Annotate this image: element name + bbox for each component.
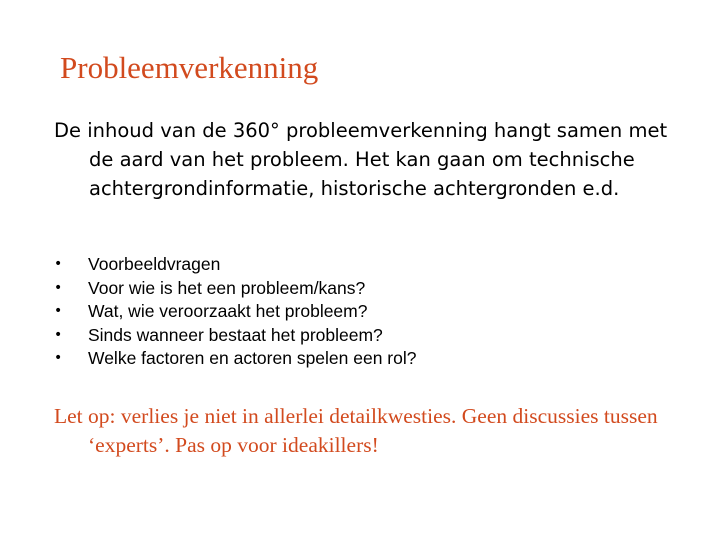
list-item bbox=[54, 277, 417, 301]
question-list bbox=[54, 253, 417, 371]
bullet-icon: • bbox=[54, 303, 63, 319]
list-item bbox=[54, 300, 417, 324]
list-item-text: Voor wie is het een probleem/kans? bbox=[88, 277, 366, 298]
list-item bbox=[54, 347, 417, 371]
slide-title: Probleemverkenning bbox=[60, 50, 319, 85]
list-item bbox=[54, 253, 417, 277]
list-item-text: Sinds wanneer bestaat het probleem? bbox=[88, 324, 383, 345]
bullet-icon: • bbox=[54, 326, 63, 343]
bullet-icon: • bbox=[54, 256, 63, 272]
warning-note: Let op: verlies je niet in allerlei detailkwesties. Geen discussies tussen ‘experts’. Pas op voor ideakillers! bbox=[54, 404, 658, 457]
list-item-text: Voorbeeldvragen bbox=[88, 254, 221, 274]
bullet-icon: • bbox=[54, 279, 63, 296]
intro-paragraph: De inhoud van de 360° probleemverkenning hangt samen met de aard van het probleem. Het kan gaan om technische achtergrondinformatie, historische achtergronden e.d. bbox=[54, 119, 668, 200]
list-item-text: Wat, wie veroorzaakt het probleem? bbox=[88, 301, 368, 321]
list-item bbox=[54, 324, 417, 348]
list-item-text: Welke factoren en actoren spelen een rol? bbox=[88, 348, 417, 368]
bullet-icon: • bbox=[54, 350, 63, 366]
